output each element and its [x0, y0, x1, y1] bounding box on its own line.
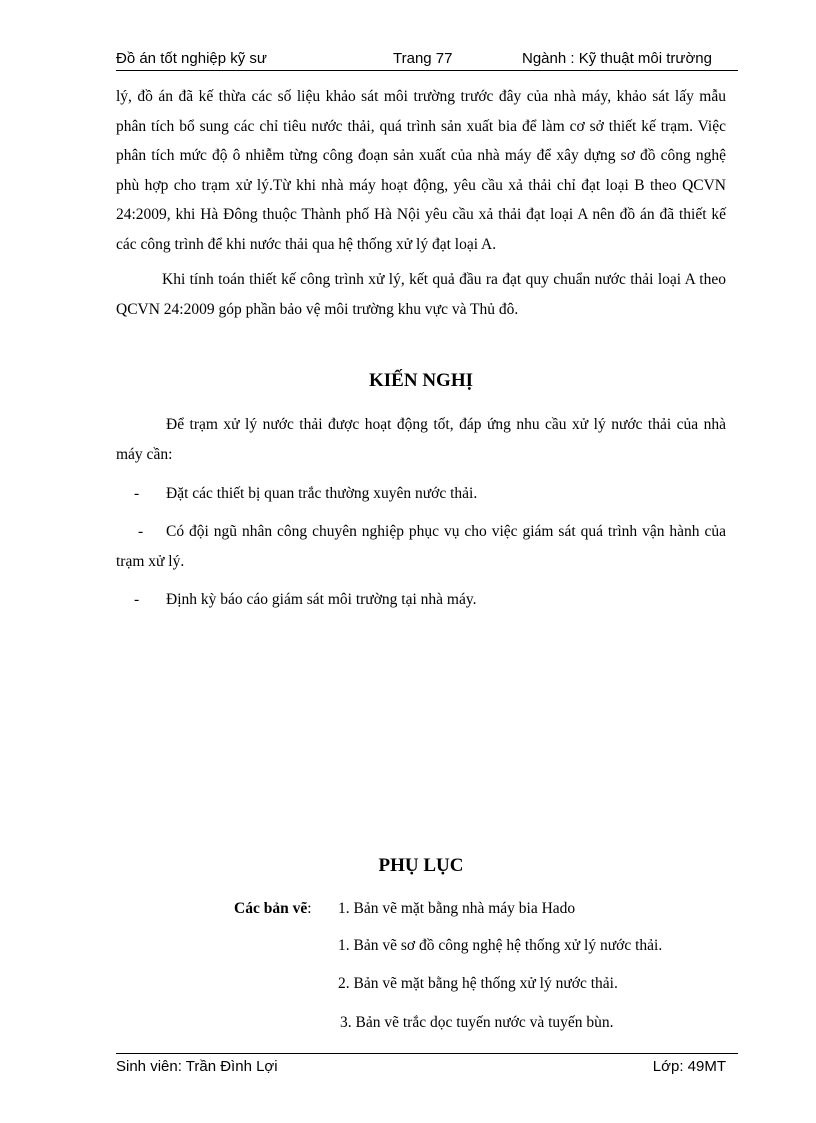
header-major: Ngành : Kỹ thuật môi trường [522, 50, 712, 67]
page-footer [116, 1053, 738, 1078]
header-page-number: Trang 77 [393, 50, 453, 67]
bullet-marker: - [134, 591, 140, 608]
header-thesis-title: Đồ án tốt nghiệp kỹ sư [116, 50, 267, 67]
appendix-item: 3. Bản vẽ trắc dọc tuyến nước và tuyến bùn. [340, 1014, 614, 1031]
recommendation-item-text: Có đội ngũ nhân công chuyên nghiệp phục vụ cho việc giám sát quá trình vận hành của trạm xử lý. [116, 523, 726, 570]
appendix-label-text: Các bản vẽ [234, 900, 308, 917]
footer-class: Lớp: 49MT [652, 1058, 726, 1075]
appendix-item: 1. Bản vẽ mặt bằng nhà máy bia Hado [338, 900, 576, 917]
conclusion-paragraph-2: Khi tính toán thiết kế công trình xử lý, kết quả đầu ra đạt quy chuẩn nước thải loại A theo QCVN 24:2009 góp phần bảo vệ môi trường khu vực và Thủ đô. [116, 271, 726, 318]
conclusion-paragraph-1: lý, đồ án đã kế thừa các số liệu khảo sát môi trường trước đây của nhà máy, khảo sát lấy mẫu phân tích bổ sung các chỉ tiêu nước thải, quá trình sản xuất bia để làm cơ sở thiết kế trạm. Việc phân tích mức độ ô nhiễm từng công đoạn sản xuất của nhà máy để xây dựng sơ đồ công nghệ phù hợp cho trạm xử lý.Từ khi nhà máy hoạt động, yêu cầu xả thải chỉ đạt loại B theo QCVN 24:2009, khi Hà Đông thuộc Thành phố Hà Nội yêu cầu xả thải đạt loại A nên đồ án đã thiết kế các công trình để khi nước thải qua hệ thống xử lý đạt loại A. [116, 88, 726, 253]
recommendation-title: KIẾN NGHỊ [369, 370, 473, 391]
recommendation-intro-block [116, 410, 726, 469]
recommendation-item-text: Định kỳ báo cáo giám sát môi trường tại nhà máy. [166, 591, 477, 608]
appendix-title: PHỤ LỤC [378, 855, 464, 876]
footer-student-name: Sinh viên: Trần Đình Lợi [116, 1058, 278, 1075]
bullet-marker: - [138, 523, 144, 540]
bullet-marker: - [134, 485, 140, 502]
appendix-label-colon: : [307, 900, 312, 917]
recommendation-item-text: Đặt các thiết bị quan trắc thường xuyên nước thải. [166, 485, 478, 502]
appendix-item: 1. Bản vẽ sơ đồ công nghệ hệ thống xử lý nước thải. [338, 937, 663, 954]
recommendation-item [116, 517, 726, 576]
conclusion-section [116, 82, 726, 324]
recommendation-intro: Để trạm xử lý nước thải được hoạt động tốt, đáp ứng nhu cầu xử lý nước thải của nhà máy cần: [116, 416, 726, 463]
page-header [116, 48, 738, 71]
appendix-label [234, 900, 312, 918]
appendix-item: 2. Bản vẽ mặt bằng hệ thống xử lý nước thải. [338, 975, 618, 992]
